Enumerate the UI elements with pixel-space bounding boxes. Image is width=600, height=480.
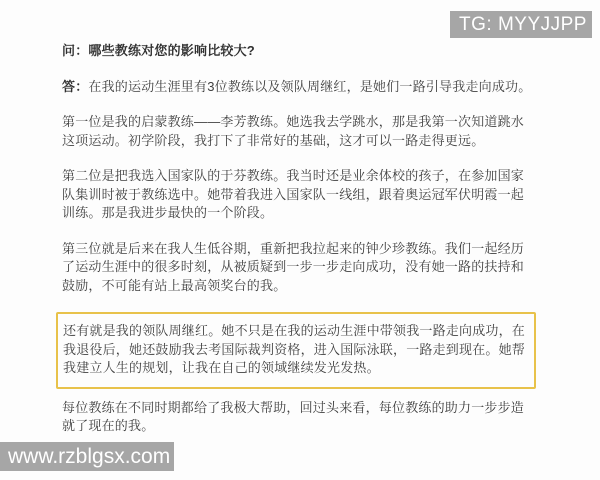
answer-intro-line — [62, 78, 536, 97]
coach-paragraph-first: 第一位是我的启蒙教练——李芳教练。她选我去学跳水，那是我第一次知道跳水这项运动。初学阶段，我打下了非常好的基础，这才可以一路走得更远。 — [62, 114, 525, 148]
question-line — [62, 42, 536, 61]
coach-paragraph-third: 第三位就是后来在我人生低谷期，重新把我拉起来的钟少珍教练。我们一起经历了运动生涯中的很多时刻，从被质疑到一步一步走向成功，没有她一路的扶持和鼓励，不可能有站上最高领奖台的我。 — [62, 240, 525, 293]
coach-paragraph-second: 第二位是把我选入国家队的于芬教练。我当时还是业余体校的孩子，在参加国家队集训时被于教练选中。她带着我进入国家队一线组，跟着奥运冠军伏明霞一起训练。那是我进步最快的一个阶段。 — [62, 168, 525, 220]
highlighted-paragraph-text: 还有就是我的领队周继红。她不只是在我的运动生涯中带领我一路走向成功，在我退役后，她还鼓励我去考国际裁判资格，进入国际泳联，一路走到现在。她帮我建立人生的规划，让我在自己的领域继续发光发热。 — [63, 323, 526, 375]
highlighted-paragraph-box — [56, 312, 536, 389]
answer-label: 答： — [62, 78, 89, 94]
question-label: 问： — [62, 43, 89, 58]
website-watermark-badge: www.rzblgsx.com — [0, 442, 174, 471]
question-text: 哪些教练对您的影响比较大? — [88, 43, 255, 58]
telegram-watermark-badge: TG: MYYJJPP — [450, 11, 592, 38]
closing-paragraph: 每位教练在不同时期都给了我极大帮助，回过头来看，每位教练的助力一步步造就了现在的我。 — [62, 399, 525, 433]
qa-content — [62, 42, 536, 453]
answer-intro-text: 在我的运动生涯里有3位教练以及领队周继红，是她们一路引导我走向成功。 — [88, 78, 532, 94]
